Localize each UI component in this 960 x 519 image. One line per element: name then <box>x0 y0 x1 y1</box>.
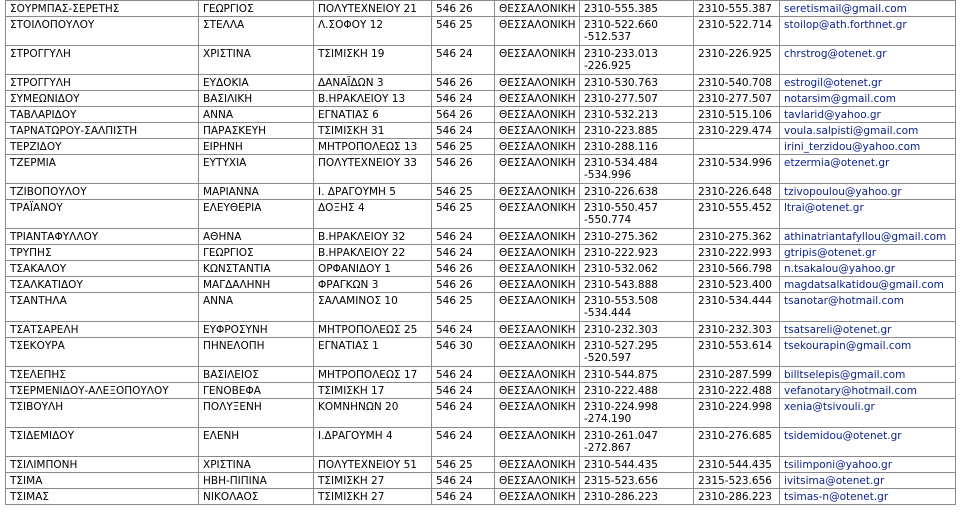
cell-fax: 2310-555.452 <box>694 200 780 229</box>
cell-phone: 2310-288.116 <box>580 139 694 155</box>
cell-phone: 2310-226.638 <box>580 184 694 200</box>
cell-email: tsimas-n@otenet.gr <box>780 489 956 505</box>
cell-city: ΘΕΣΣΑΛΟΝΙΚΗ <box>495 91 580 107</box>
cell-phone: 2310-275.362 <box>580 229 694 245</box>
cell-zip: 546 24 <box>432 46 495 75</box>
cell-email: xenia@tsivouli.gr <box>780 399 956 428</box>
cell-address: ΣΑΛΑΜΙΝΟΣ 10 <box>314 293 432 322</box>
cell-name: ΜΑΓΔΑΛΗΝΗ <box>199 277 314 293</box>
cell-zip: 546 24 <box>432 245 495 261</box>
cell-address: ΤΣΙΜΙΣΚΗ 19 <box>314 46 432 75</box>
cell-surname: ΤΣΕΛΕΠΗΣ <box>6 367 199 383</box>
cell-surname: ΤΖΙΒΟΠΟΥΛΟΥ <box>6 184 199 200</box>
cell-address: ΜΗΤΡΟΠΟΛΕΩΣ 25 <box>314 322 432 338</box>
cell-phone: 2310-222.923 <box>580 245 694 261</box>
cell-name: ΓΕΩΡΓΙΟΣ <box>199 245 314 261</box>
cell-zip: 546 24 <box>432 91 495 107</box>
table-row <box>6 1 956 17</box>
cell-fax: 2310-540.708 <box>694 75 780 91</box>
cell-email: n.tsakalou@yahoo.gr <box>780 261 956 277</box>
cell-fax: 2310-226.925 <box>694 46 780 75</box>
cell-fax: 2315-523.656 <box>694 473 780 489</box>
cell-name: ΓΕΩΡΓΙΟΣ <box>199 1 314 17</box>
table-row <box>6 91 956 107</box>
cell-zip: 546 24 <box>432 383 495 399</box>
cell-name: ΕΙΡΗΝΗ <box>199 139 314 155</box>
cell-zip: 546 26 <box>432 1 495 17</box>
cell-name: ΕΛΕΝΗ <box>199 428 314 457</box>
cell-phone: 2310-222.488 <box>580 383 694 399</box>
cell-email: seretismail@gmail.com <box>780 1 956 17</box>
cell-phone: 2315-523.656 <box>580 473 694 489</box>
cell-surname: ΤΣΑΝΤΗΛΑ <box>6 293 199 322</box>
cell-surname: ΤΣΕΡΜΕΝΙΔΟΥ-ΑΛΕΞΟΠΟΥΛΟΥ <box>6 383 199 399</box>
cell-fax: 2310-515.106 <box>694 107 780 123</box>
cell-address: ΤΣΙΜΙΣΚΗ 27 <box>314 473 432 489</box>
cell-email: chrstrog@otenet.gr <box>780 46 956 75</box>
cell-city: ΘΕΣΣΑΛΟΝΙΚΗ <box>495 123 580 139</box>
table-row <box>6 46 956 75</box>
cell-fax: 2310-553.614 <box>694 338 780 367</box>
cell-address: Β.ΗΡΑΚΛΕΙΟΥ 32 <box>314 229 432 245</box>
cell-phone: 2310-232.303 <box>580 322 694 338</box>
table-row <box>6 383 956 399</box>
cell-fax: 2310-222.993 <box>694 245 780 261</box>
cell-zip: 546 30 <box>432 338 495 367</box>
cell-address: Ι.ΔΡΑΓΟΥΜΗ 4 <box>314 428 432 457</box>
cell-phone: 2310-233.013 -226.925 <box>580 46 694 75</box>
cell-email: tsanotar@hotmail.com <box>780 293 956 322</box>
table-row <box>6 457 956 473</box>
table-row <box>6 184 956 200</box>
table-row <box>6 17 956 46</box>
cell-city: ΘΕΣΣΑΛΟΝΙΚΗ <box>495 245 580 261</box>
cell-zip: 546 25 <box>432 139 495 155</box>
cell-fax: 2310-566.798 <box>694 261 780 277</box>
cell-phone: 2310-544.875 <box>580 367 694 383</box>
cell-zip: 546 25 <box>432 457 495 473</box>
cell-phone: 2310-555.385 <box>580 1 694 17</box>
cell-phone: 2310-286.223 <box>580 489 694 505</box>
cell-fax: 2310-544.435 <box>694 457 780 473</box>
cell-surname: ΣΤΡΟΓΓΥΛΗ <box>6 46 199 75</box>
cell-phone: 2310-224.998 -274.190 <box>580 399 694 428</box>
cell-zip: 546 24 <box>432 428 495 457</box>
cell-fax <box>694 139 780 155</box>
cell-name: ΑΝΝΑ <box>199 107 314 123</box>
cell-fax: 2310-286.223 <box>694 489 780 505</box>
cell-city: ΘΕΣΣΑΛΟΝΙΚΗ <box>495 322 580 338</box>
cell-zip: 546 26 <box>432 277 495 293</box>
cell-surname: ΤΣΙΔΕΜΙΔΟΥ <box>6 428 199 457</box>
cell-surname: ΤΡΥΠΗΣ <box>6 245 199 261</box>
cell-address: Ι. ΔΡΑΓΟΥΜΗ 5 <box>314 184 432 200</box>
cell-address: ΤΣΙΜΙΣΚΗ 27 <box>314 489 432 505</box>
cell-name: ΕΛΕΥΘΕΡΙΑ <box>199 200 314 229</box>
table-row <box>6 139 956 155</box>
cell-fax: 2310-534.996 <box>694 155 780 184</box>
cell-zip: 546 24 <box>432 399 495 428</box>
cell-phone: 2310-544.435 <box>580 457 694 473</box>
cell-name: ΕΥΔΟΚΙΑ <box>199 75 314 91</box>
cell-surname: ΤΣΙΛΙΜΠΟΝΗ <box>6 457 199 473</box>
cell-name: ΧΡΙΣΤΙΝΑ <box>199 457 314 473</box>
cell-email: tzivopoulou@yahoo.gr <box>780 184 956 200</box>
cell-surname: ΤΑΡΝΑΤΩΡΟΥ-ΣΑΛΠΙΣΤΗ <box>6 123 199 139</box>
cell-name: ΠΑΡΑΣΚΕΥΗ <box>199 123 314 139</box>
cell-fax: 2310-523.400 <box>694 277 780 293</box>
cell-fax: 2310-522.714 <box>694 17 780 46</box>
cell-city: ΘΕΣΣΑΛΟΝΙΚΗ <box>495 75 580 91</box>
cell-city: ΘΕΣΣΑΛΟΝΙΚΗ <box>495 46 580 75</box>
cell-surname: ΤΣΑΤΣΑΡΕΛΗ <box>6 322 199 338</box>
cell-zip: 546 26 <box>432 261 495 277</box>
cell-fax: 2310-276.685 <box>694 428 780 457</box>
cell-name: ΚΩΝΣΤΑΝΤΙΑ <box>199 261 314 277</box>
cell-surname: ΤΖΕΡΜΙΑ <box>6 155 199 184</box>
cell-name: ΒΑΣΙΛΙΚΗ <box>199 91 314 107</box>
cell-phone: 2310-553.508 -534.444 <box>580 293 694 322</box>
cell-email: tavlarid@yahoo.gr <box>780 107 956 123</box>
cell-phone: 2310-522.660 -512.537 <box>580 17 694 46</box>
cell-city: ΘΕΣΣΑΛΟΝΙΚΗ <box>495 261 580 277</box>
cell-email: vefanotary@hotmail.com <box>780 383 956 399</box>
table-row <box>6 155 956 184</box>
table-body <box>6 1 956 505</box>
cell-zip: 546 26 <box>432 155 495 184</box>
table-row <box>6 293 956 322</box>
cell-surname: ΣΤΡΟΓΓΥΛΗ <box>6 75 199 91</box>
cell-surname: ΤΣΑΚΑΛΟΥ <box>6 261 199 277</box>
cell-address: ΔΟΞΗΣ 4 <box>314 200 432 229</box>
table-row <box>6 123 956 139</box>
cell-surname: ΤΣΙΒΟΥΛΗ <box>6 399 199 428</box>
cell-phone: 2310-223.885 <box>580 123 694 139</box>
cell-name: ΗΒΗ-ΠΙΠΙΝΑ <box>199 473 314 489</box>
cell-email: voula.salpisti@gmail.com <box>780 123 956 139</box>
table-row <box>6 322 956 338</box>
cell-city: ΘΕΣΣΑΛΟΝΙΚΗ <box>495 1 580 17</box>
cell-name: ΑΘΗΝΑ <box>199 229 314 245</box>
table-row <box>6 399 956 428</box>
cell-phone: 2310-532.213 <box>580 107 694 123</box>
cell-fax: 2310-226.648 <box>694 184 780 200</box>
table-row <box>6 428 956 457</box>
cell-address: ΠΟΛΥΤΕΧΝΕΙΟΥ 51 <box>314 457 432 473</box>
cell-phone: 2310-277.507 <box>580 91 694 107</box>
table-row <box>6 200 956 229</box>
cell-zip: 546 25 <box>432 184 495 200</box>
cell-city: ΘΕΣΣΑΛΟΝΙΚΗ <box>495 107 580 123</box>
cell-zip: 546 26 <box>432 75 495 91</box>
cell-fax: 2310-287.599 <box>694 367 780 383</box>
cell-name: ΠΟΛΥΞΕΝΗ <box>199 399 314 428</box>
table-row <box>6 473 956 489</box>
cell-fax: 2310-555.387 <box>694 1 780 17</box>
cell-city: ΘΕΣΣΑΛΟΝΙΚΗ <box>495 139 580 155</box>
cell-surname: ΤΡΙΑΝΤΑΦΥΛΛΟΥ <box>6 229 199 245</box>
cell-name: ΕΥΦΡΟΣΥΝΗ <box>199 322 314 338</box>
cell-email: tsekourapin@gmail.com <box>780 338 956 367</box>
cell-surname: ΤΕΡΖΙΔΟΥ <box>6 139 199 155</box>
cell-address: ΕΓΝΑΤΙΑΣ 6 <box>314 107 432 123</box>
cell-email: etzermia@otenet.gr <box>780 155 956 184</box>
cell-surname: ΤΣΑΛΚΑΤΙΔΟΥ <box>6 277 199 293</box>
cell-fax: 2310-275.362 <box>694 229 780 245</box>
cell-email: gtripis@otenet.gr <box>780 245 956 261</box>
cell-name: ΜΑΡΙΑΝΝΑ <box>199 184 314 200</box>
directory-table <box>5 0 956 505</box>
cell-phone: 2310-550.457 -550.774 <box>580 200 694 229</box>
cell-zip: 546 24 <box>432 489 495 505</box>
cell-email: ivitsima@otenet.gr <box>780 473 956 489</box>
cell-city: ΘΕΣΣΑΛΟΝΙΚΗ <box>495 383 580 399</box>
cell-city: ΘΕΣΣΑΛΟΝΙΚΗ <box>495 277 580 293</box>
cell-surname: ΤΡΑΪΑΝΟΥ <box>6 200 199 229</box>
cell-phone: 2310-527.295 -520.597 <box>580 338 694 367</box>
cell-phone: 2310-261.047 -272.867 <box>580 428 694 457</box>
table-row <box>6 261 956 277</box>
cell-city: ΘΕΣΣΑΛΟΝΙΚΗ <box>495 428 580 457</box>
cell-surname: ΤΣΙΜΑΣ <box>6 489 199 505</box>
cell-fax: 2310-229.474 <box>694 123 780 139</box>
cell-phone: 2310-543.888 <box>580 277 694 293</box>
cell-email: notarsim@gmail.com <box>780 91 956 107</box>
cell-email: tsidemidou@otenet.gr <box>780 428 956 457</box>
cell-zip: 546 25 <box>432 200 495 229</box>
cell-city: ΘΕΣΣΑΛΟΝΙΚΗ <box>495 489 580 505</box>
cell-city: ΘΕΣΣΑΛΟΝΙΚΗ <box>495 184 580 200</box>
cell-surname: ΣΤΟΙΛΟΠΟΥΛΟΥ <box>6 17 199 46</box>
cell-city: ΘΕΣΣΑΛΟΝΙΚΗ <box>495 229 580 245</box>
cell-address: ΕΓΝΑΤΙΑΣ 1 <box>314 338 432 367</box>
table-row <box>6 229 956 245</box>
cell-city: ΘΕΣΣΑΛΟΝΙΚΗ <box>495 399 580 428</box>
cell-email: estrogil@otenet.gr <box>780 75 956 91</box>
table-row <box>6 367 956 383</box>
cell-zip: 564 26 <box>432 107 495 123</box>
cell-zip: 546 24 <box>432 322 495 338</box>
cell-name: ΓΕΝΟΒΕΦΑ <box>199 383 314 399</box>
table-row <box>6 107 956 123</box>
cell-phone: 2310-530.763 <box>580 75 694 91</box>
cell-name: ΝΙΚΟΛΑΟΣ <box>199 489 314 505</box>
cell-email: ltrai@otenet.gr <box>780 200 956 229</box>
table-row <box>6 338 956 367</box>
cell-address: Β.ΗΡΑΚΛΕΙΟΥ 13 <box>314 91 432 107</box>
cell-address: ΜΗΤΡΟΠΟΛΕΩΣ 13 <box>314 139 432 155</box>
cell-zip: 546 25 <box>432 293 495 322</box>
cell-address: ΔΑΝΑΪΔΩΝ 3 <box>314 75 432 91</box>
cell-address: ΚΟΜΝΗΝΩΝ 20 <box>314 399 432 428</box>
cell-surname: ΤΑΒΛΑΡΙΔΟΥ <box>6 107 199 123</box>
cell-zip: 546 24 <box>432 229 495 245</box>
cell-zip: 546 24 <box>432 367 495 383</box>
cell-city: ΘΕΣΣΑΛΟΝΙΚΗ <box>495 293 580 322</box>
cell-zip: 546 24 <box>432 123 495 139</box>
cell-name: ΣΤΕΛΛΑ <box>199 17 314 46</box>
cell-name: ΒΑΣΙΛΕΙΟΣ <box>199 367 314 383</box>
cell-fax: 2310-222.488 <box>694 383 780 399</box>
cell-fax: 2310-534.444 <box>694 293 780 322</box>
cell-city: ΘΕΣΣΑΛΟΝΙΚΗ <box>495 367 580 383</box>
cell-email: tsilimponi@yahoo.gr <box>780 457 956 473</box>
cell-phone: 2310-532.062 <box>580 261 694 277</box>
cell-fax: 2310-277.507 <box>694 91 780 107</box>
table-row <box>6 245 956 261</box>
cell-city: ΘΕΣΣΑΛΟΝΙΚΗ <box>495 473 580 489</box>
cell-address: ΦΡΑΓΚΩΝ 3 <box>314 277 432 293</box>
cell-fax: 2310-232.303 <box>694 322 780 338</box>
cell-surname: ΣΥΜΕΩΝΙΔΟΥ <box>6 91 199 107</box>
cell-address: ΤΣΙΜΙΣΚΗ 17 <box>314 383 432 399</box>
cell-address: Β.ΗΡΑΚΛΕΙΟΥ 22 <box>314 245 432 261</box>
cell-phone: 2310-534.484 -534.996 <box>580 155 694 184</box>
cell-surname: ΣΟΥΡΜΠΑΣ-ΣΕΡΕΤΗΣ <box>6 1 199 17</box>
table-row <box>6 75 956 91</box>
cell-address: ΠΟΛΥΤΕΧΝΕΙΟΥ 21 <box>314 1 432 17</box>
cell-surname: ΤΣΙΜΑ <box>6 473 199 489</box>
cell-email: billtselepis@gmail.com <box>780 367 956 383</box>
cell-name: ΧΡΙΣΤΙΝΑ <box>199 46 314 75</box>
cell-email: stoilop@ath.forthnet.gr <box>780 17 956 46</box>
cell-city: ΘΕΣΣΑΛΟΝΙΚΗ <box>495 17 580 46</box>
cell-city: ΘΕΣΣΑΛΟΝΙΚΗ <box>495 338 580 367</box>
cell-email: magdatsalkatidou@gmail.com <box>780 277 956 293</box>
cell-zip: 546 24 <box>432 473 495 489</box>
cell-email: athinatriantafyllou@gmail.com <box>780 229 956 245</box>
cell-address: ΜΗΤΡΟΠΟΛΕΩΣ 17 <box>314 367 432 383</box>
cell-name: ΠΗΝΕΛΟΠΗ <box>199 338 314 367</box>
cell-surname: ΤΣΕΚΟΥΡΑ <box>6 338 199 367</box>
cell-address: ΠΟΛΥΤΕΧΝΕΙΟΥ 33 <box>314 155 432 184</box>
cell-name: ΕΥΤΥΧΙΑ <box>199 155 314 184</box>
cell-city: ΘΕΣΣΑΛΟΝΙΚΗ <box>495 200 580 229</box>
cell-zip: 546 25 <box>432 17 495 46</box>
cell-email: irini_terzidou@yahoo.com <box>780 139 956 155</box>
cell-address: ΤΣΙΜΙΣΚΗ 31 <box>314 123 432 139</box>
cell-city: ΘΕΣΣΑΛΟΝΙΚΗ <box>495 457 580 473</box>
cell-fax: 2310-224.998 <box>694 399 780 428</box>
cell-address: ΟΡΦΑΝΙΔΟΥ 1 <box>314 261 432 277</box>
cell-address: Λ.ΣΟΦΟΥ 12 <box>314 17 432 46</box>
cell-name: ΑΝΝΑ <box>199 293 314 322</box>
cell-email: tsatsareli@otenet.gr <box>780 322 956 338</box>
cell-city: ΘΕΣΣΑΛΟΝΙΚΗ <box>495 155 580 184</box>
table-row <box>6 277 956 293</box>
table-row <box>6 489 956 505</box>
